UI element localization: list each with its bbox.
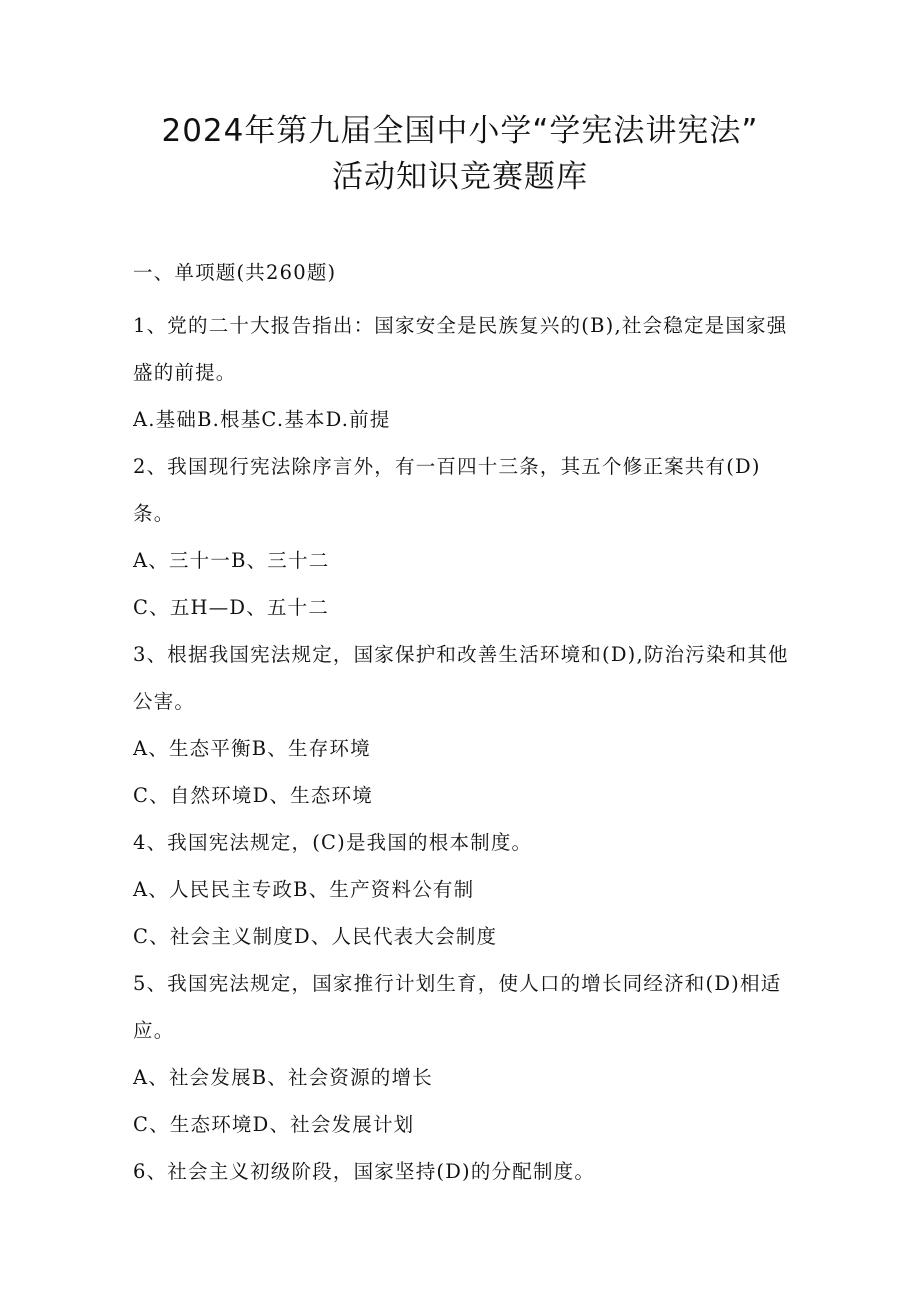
title-line-1: 2024年第九届全国中小学“学宪法讲宪法”: [161, 113, 759, 149]
options-2-cd: C、五H—D、五十二: [133, 596, 330, 619]
options-3-ab: A、生态平衡B、生存环境: [133, 737, 371, 760]
document-title: [0, 108, 920, 200]
options-4-ab: A、人民民主专政B、生产资料公有制: [133, 878, 475, 901]
question-2: 2、我国现行宪法除序言外，有一百四十三条，其五个修正案共有(D)条。: [133, 455, 761, 525]
question-6: 6、社会主义初级阶段，国家坚持(D)的分配制度。: [133, 1160, 596, 1183]
options-4-cd: C、社会主义制度D、人民代表大会制度: [133, 925, 498, 948]
title-line-2: 活动知识竞赛题库: [332, 159, 588, 195]
options-5-cd: C、生态环境D、社会发展计划: [133, 1113, 415, 1136]
question-4: 4、我国宪法规定，(C)是我国的根本制度。: [133, 831, 533, 854]
question-5: 5、我国宪法规定，国家推行计划生育，使人口的增长同经济和(D)相适应。: [133, 972, 782, 1042]
question-1: 1、党的二十大报告指出：国家安全是民族复兴的(B),社会稳定是国家强盛的前提。: [133, 314, 788, 384]
section-heading: 一、单项题(共260题): [133, 261, 337, 284]
options-1: A.基础B.根基C.基本D.前提: [133, 408, 391, 431]
question-3: 3、根据我国宪法规定，国家保护和改善生活环境和(D),防治污染和其他公害。: [133, 643, 789, 713]
options-5-ab: A、社会发展B、社会资源的增长: [133, 1066, 433, 1089]
options-2-ab: A、三十一B、三十二: [133, 549, 330, 572]
document-body: [133, 258, 793, 1195]
options-3-cd: C、自然环境D、生态环境: [133, 784, 373, 807]
